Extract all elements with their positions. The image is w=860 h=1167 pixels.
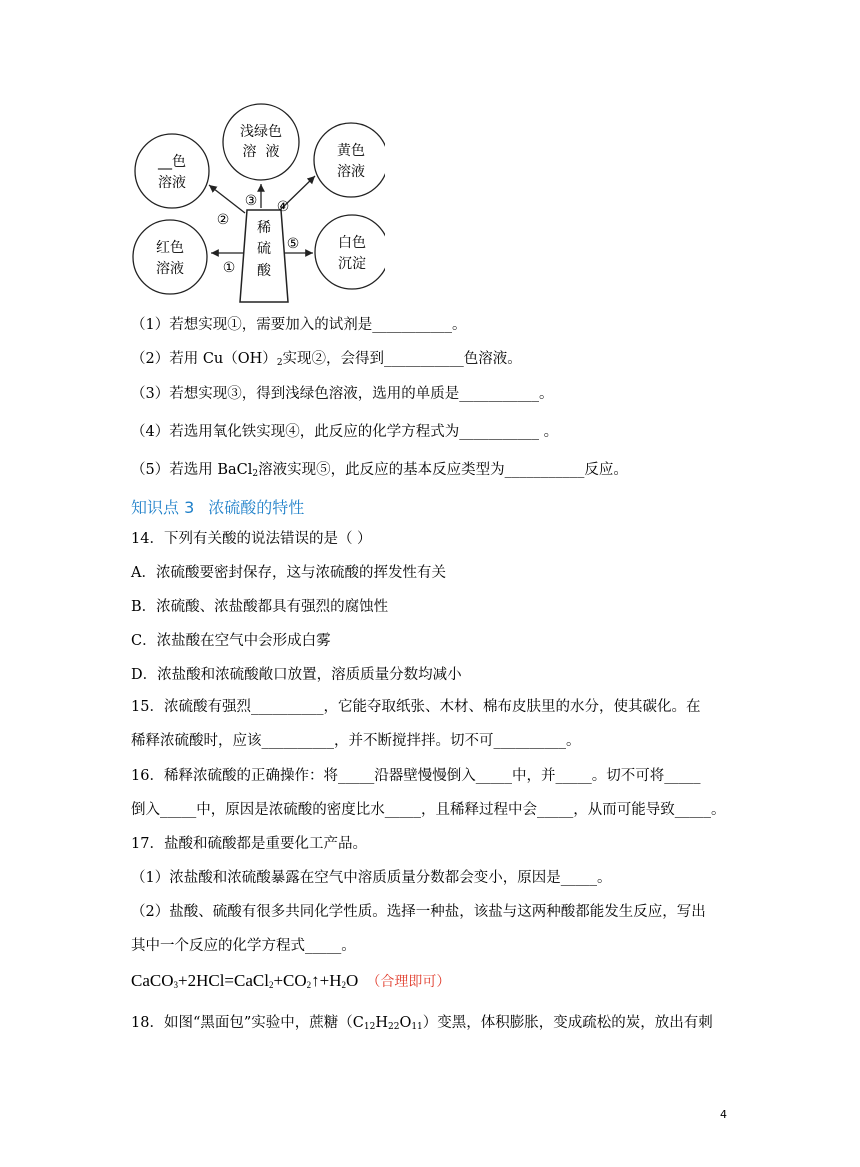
q18-a: 18．如图“黑面包”实验中，蔗糖（C xyxy=(131,1015,364,1031)
q13-part5-b: 溶液实现⑤，此反应的基本反应类型为___________反应。 xyxy=(258,462,628,478)
q16-line2: 倒入_____中，原因是浓硫酸的密度比水_____，且稀释过程中会_____，从而可能导致_____。 xyxy=(131,802,726,818)
answer-formula xyxy=(131,971,450,991)
q14-option-b: B．浓硫酸、浓盐酸都具有强烈的腐蚀性 xyxy=(131,599,389,615)
q18-line1 xyxy=(131,1013,713,1033)
formula-note: （合理即可） xyxy=(366,974,451,990)
arrow-label-3: ③ xyxy=(244,193,258,209)
formula-sub1: 3 xyxy=(173,980,178,990)
q18-sub1: 12 xyxy=(363,1022,376,1032)
formula-part1: CaCO xyxy=(131,971,174,990)
q13-part1: （1）若想实现①，需要加入的试剂是___________。 xyxy=(131,317,467,333)
q13-part5 xyxy=(131,460,628,480)
circle-upper-right-line1: 黄色 xyxy=(337,143,365,159)
q13-part2-b: 实现②，会得到___________色溶液。 xyxy=(282,351,522,367)
q14-option-a: A．浓硫酸要密封保存，这与浓硫酸的挥发性有关 xyxy=(131,565,446,581)
q18-c: O xyxy=(399,1015,412,1031)
q18-sub3: 11 xyxy=(411,1022,423,1032)
circle-right xyxy=(315,215,385,289)
q13-part5-a: （5）若选用 BaCl xyxy=(131,462,253,478)
q17-part2-line2: 其中一个反应的化学方程式_____。 xyxy=(131,938,356,954)
circle-left xyxy=(133,220,207,294)
arrow-label-4: ④ xyxy=(276,199,290,215)
center-char-2: 硫 xyxy=(257,241,271,257)
circle-upper-left-line1: __色 xyxy=(158,154,186,170)
section-label: 知识点 3 xyxy=(131,498,195,517)
formula-part4: ↑+H xyxy=(311,971,342,990)
q13-part4: （4）若选用氧化铁实现④，此反应的化学方程式为___________ 。 xyxy=(131,424,559,440)
q13-part3: （3）若想实现③，得到浅绿色溶液，选用的单质是___________。 xyxy=(131,386,554,402)
formula-sub2: 2 xyxy=(268,980,274,990)
q18-sub2: 22 xyxy=(387,1022,400,1032)
circle-top-line1: 浅绿色 xyxy=(240,124,282,140)
center-char-1: 稀 xyxy=(257,220,271,236)
formula-sub4: 2 xyxy=(341,980,347,990)
section-heading xyxy=(131,495,304,518)
circle-upper-left-line2: 溶液 xyxy=(158,175,186,191)
sulfuric-acid-reaction-diagram xyxy=(125,100,385,305)
q16-line1: 16．稀释浓硫酸的正确操作：将_____沿器壁慢慢倒入_____中，并_____。切不可将_____ xyxy=(131,768,701,784)
q14-option-c: C．浓盐酸在空气中会形成白雾 xyxy=(131,633,331,649)
q18-d: ）变黑，体积膨胀，变成疏松的炭，放出有刺 xyxy=(422,1015,713,1031)
circle-upper-right-line2: 溶液 xyxy=(337,164,365,180)
circle-top-line2: 溶 液 xyxy=(242,144,280,160)
formula-part5: O xyxy=(346,971,359,990)
circle-right-line2: 沉淀 xyxy=(338,256,366,272)
q14-stem: 14．下列有关酸的说法错误的是（ ） xyxy=(131,531,372,547)
q17-stem: 17．盐酸和硫酸都是重要化工产品。 xyxy=(131,836,367,852)
q13-part2-a: （2）若用 Cu（OH） xyxy=(131,351,277,367)
arrow-label-5: ⑤ xyxy=(286,236,300,252)
arrow-2 xyxy=(209,185,245,213)
formula-sub3: 2 xyxy=(306,980,312,990)
q15-line1: 15．浓硫酸有强烈__________，它能夺取纸张、木材、棉布皮肤里的水分，使其碳化。在 xyxy=(131,699,701,715)
arrow-label-1: ① xyxy=(222,260,236,276)
page-number: 4 xyxy=(720,1108,727,1121)
formula-part2: +2HCl=CaCl xyxy=(178,971,269,990)
arrow-label-2: ② xyxy=(216,212,230,228)
formula-part3: +CO xyxy=(273,971,307,990)
circle-upper-left xyxy=(135,134,209,208)
q17-part2-line1: （2）盐酸、硫酸有很多共同化学性质。选择一种盐，该盐与这两种酸都能发生反应，写出 xyxy=(131,904,706,920)
q17-part1: （1）浓盐酸和浓硫酸暴露在空气中溶质质量分数都会变小，原因是_____。 xyxy=(131,870,612,886)
circle-left-line2: 溶液 xyxy=(156,261,184,277)
circle-right-line1: 白色 xyxy=(338,235,366,251)
circle-top xyxy=(223,104,299,180)
circle-left-line1: 红色 xyxy=(156,240,184,256)
q13-part2-sub: 2 xyxy=(276,358,283,368)
q14-option-d: D．浓盐酸和浓硫酸敞口放置，溶质质量分数均减小 xyxy=(131,667,462,683)
section-title: 浓硫酸的特性 xyxy=(208,498,305,517)
q15-line2: 稀释浓硫酸时，应该__________，并不断搅拌拌。切不可__________。 xyxy=(131,733,581,749)
center-char-3: 酸 xyxy=(257,263,271,279)
circle-upper-right xyxy=(314,123,385,197)
q13-part2 xyxy=(131,349,522,369)
q18-b: H xyxy=(375,1015,388,1031)
q13-part5-sub: 2 xyxy=(252,469,259,479)
